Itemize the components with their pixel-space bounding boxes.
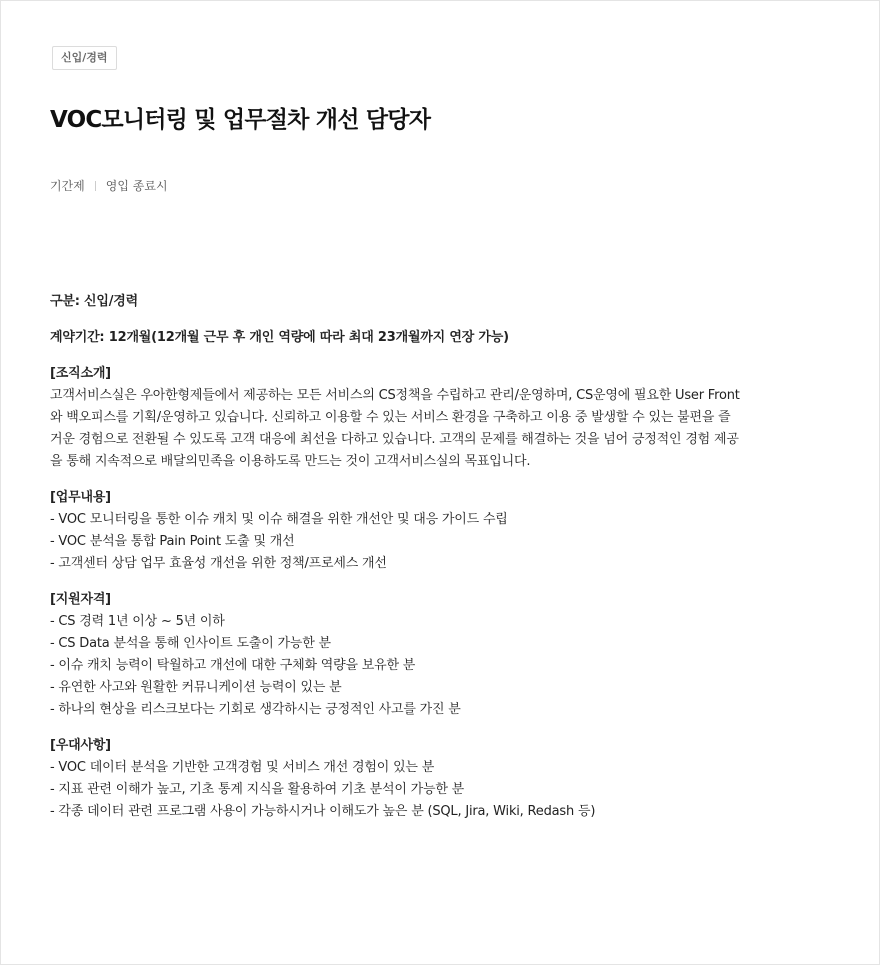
org-intro-line: 을 통해 지속적으로 배달의민족을 이용하도록 만드는 것이 고객서비스실의 목표입니다.	[50, 454, 531, 469]
org-intro-line: 거운 경험으로 전환될 수 있도록 고객 대응에 최선을 다하고 있습니다. 고객의 문제를 해결하는 것을 넘어 긍정적인 경험 제공	[50, 432, 739, 447]
employment-type: 기간제	[50, 179, 85, 193]
list-item: - 고객센터 상담 업무 효율성 개선을 위한 정책/프로세스 개선	[50, 556, 387, 571]
org-intro-line: 고객서비스실은 우아한형제들에서 제공하는 모든 서비스의 CS정책을 수립하고 관리/운영하며, CS운영에 필요한 User Front	[50, 388, 740, 403]
list-item: - CS 경력 1년 이상 ~ 5년 이하	[50, 614, 225, 629]
list-item: - 지표 관련 이해가 높고, 기초 통계 지식을 활용하여 기초 분석이 가능한 분	[50, 782, 464, 797]
category-line: 구분: 신입/경력	[50, 294, 139, 309]
job-meta	[50, 178, 840, 194]
section-org-intro	[50, 363, 840, 473]
list-item: - 유연한 사고와 원활한 커뮤니케이션 능력이 있는 분	[50, 680, 342, 695]
section-qualifications	[50, 589, 840, 721]
section-duties	[50, 487, 840, 575]
section-heading: [지원자격]	[50, 592, 111, 607]
section-heading: [업무내용]	[50, 490, 111, 505]
deadline: 영입 종료시	[105, 179, 168, 193]
list-item: - CS Data 분석을 통해 인사이트 도출이 가능한 분	[50, 636, 331, 651]
list-item: - 하나의 현상을 리스크보다는 기회로 생각하시는 긍정적인 사고를 가진 분	[50, 702, 461, 717]
contract-period-line: 계약기간: 12개월(12개월 근무 후 개인 역량에 따라 최대 23개월까지 연장 가능)	[50, 330, 509, 345]
list-item: - 각종 데이터 관련 프로그램 사용이 가능하시거나 이해도가 높은 분 (SQL, Jira, Wiki, Redash 등)	[50, 804, 596, 819]
meta-divider	[95, 181, 96, 191]
career-type-badge: 신입/경력	[52, 46, 117, 70]
job-description	[50, 291, 840, 823]
job-posting-content	[50, 46, 840, 837]
section-heading: [조직소개]	[50, 366, 111, 381]
list-item: - VOC 분석을 통합 Pain Point 도출 및 개선	[50, 534, 295, 549]
list-item: - 이슈 캐치 능력이 탁월하고 개선에 대한 구체화 역량을 보유한 분	[50, 658, 416, 673]
section-preferred	[50, 735, 840, 823]
org-intro-line: 와 백오피스를 기획/운영하고 있습니다. 신뢰하고 이용할 수 있는 서비스 환경을 구축하고 이용 중 발생할 수 있는 불편을 즐	[50, 410, 731, 425]
section-heading: [우대사항]	[50, 738, 111, 753]
list-item: - VOC 모니터링을 통한 이슈 캐치 및 이슈 해결을 위한 개선안 및 대응 가이드 수립	[50, 512, 508, 527]
list-item: - VOC 데이터 분석을 기반한 고객경험 및 서비스 개선 경험이 있는 분	[50, 760, 435, 775]
job-title: VOC모니터링 및 업무절차 개선 담당자	[50, 107, 431, 133]
